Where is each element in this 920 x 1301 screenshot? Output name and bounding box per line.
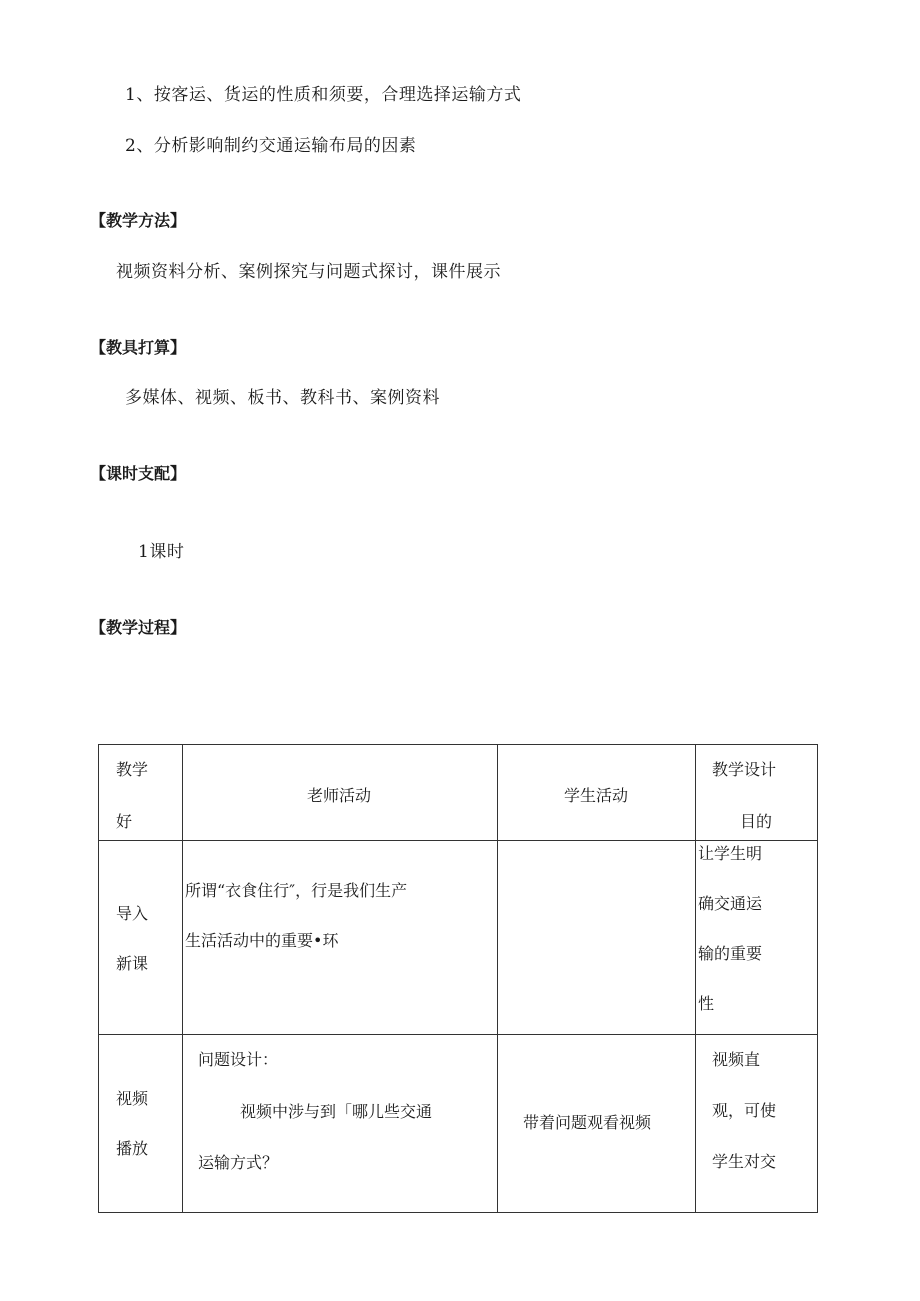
goal-item-2: 2、分析影响制约交通运输布局的因素 [125, 136, 417, 156]
process-heading: 【教学过程】 [90, 618, 187, 637]
table-header-row [99, 745, 818, 841]
row2-purpose-line-1: 视频直 [712, 1050, 761, 1069]
row1-stage-line-2: 新课 [116, 954, 149, 973]
tools-content: 多媒体、视频、板书、教科书、案例资料 [125, 388, 440, 408]
header-purpose-line-1: 教学设计 [712, 760, 777, 779]
row2-stage-cell [99, 1035, 183, 1213]
row2-stage-line-1: 视频 [116, 1089, 149, 1108]
row1-teacher-line-2: 生活活动中的重要•环 [185, 931, 339, 950]
row2-student: 带着问题观看视频 [523, 1113, 652, 1132]
header-student: 学生活动 [564, 786, 629, 805]
row1-purpose-cell [696, 841, 818, 1035]
row1-purpose-line-1: 让学生明 [698, 844, 763, 863]
row1-purpose-line-3: 输的重要 [698, 944, 763, 963]
header-stage-line-1: 教学 [116, 760, 149, 779]
table-row [99, 1035, 818, 1213]
header-stage-cell [99, 745, 183, 841]
method-content: 视频资料分析、案例探究与问题式探讨，课件展示 [116, 262, 501, 282]
header-purpose-cell [696, 745, 818, 841]
row2-purpose-line-3: 学生对交 [712, 1152, 777, 1171]
row1-teacher-line-1: 所谓“衣食住行″，行是我们生产 [185, 881, 408, 900]
row2-teacher-cell [183, 1035, 498, 1213]
tools-heading: 【教具打算】 [90, 338, 187, 357]
schedule-heading: 【课时支配】 [90, 464, 187, 483]
row2-stage-line-2: 播放 [116, 1139, 149, 1158]
header-purpose-line-2: 目的 [740, 812, 773, 831]
row2-teacher-line-1: 问题设计： [198, 1050, 279, 1069]
row2-purpose-line-2: 观，可使 [712, 1101, 777, 1120]
row1-student-cell [498, 841, 696, 1035]
teaching-process-table [98, 744, 818, 1213]
row2-student-cell [498, 1035, 696, 1213]
row1-purpose-line-2: 确交通运 [698, 894, 763, 913]
row2-teacher-line-2: 视频中涉与到「哪儿些交通 [240, 1102, 433, 1121]
table-row [99, 841, 818, 1035]
header-stage-line-2: 好 [116, 812, 133, 831]
row1-teacher-cell [183, 841, 498, 1035]
header-student-cell [498, 745, 696, 841]
row1-stage-cell [99, 841, 183, 1035]
schedule-content: 1课时 [138, 542, 185, 562]
row2-purpose-cell [696, 1035, 818, 1213]
header-teacher-cell [183, 745, 498, 841]
row1-stage-line-1: 导入 [116, 904, 149, 923]
row2-teacher-line-3: 运输方式？ [198, 1153, 279, 1172]
goal-item-1: 1、按客运、货运的性质和须要，合理选择运输方式 [125, 85, 522, 105]
row1-purpose-line-4: 性 [698, 994, 715, 1013]
header-teacher: 老师活动 [307, 786, 372, 805]
method-heading: 【教学方法】 [90, 211, 187, 230]
